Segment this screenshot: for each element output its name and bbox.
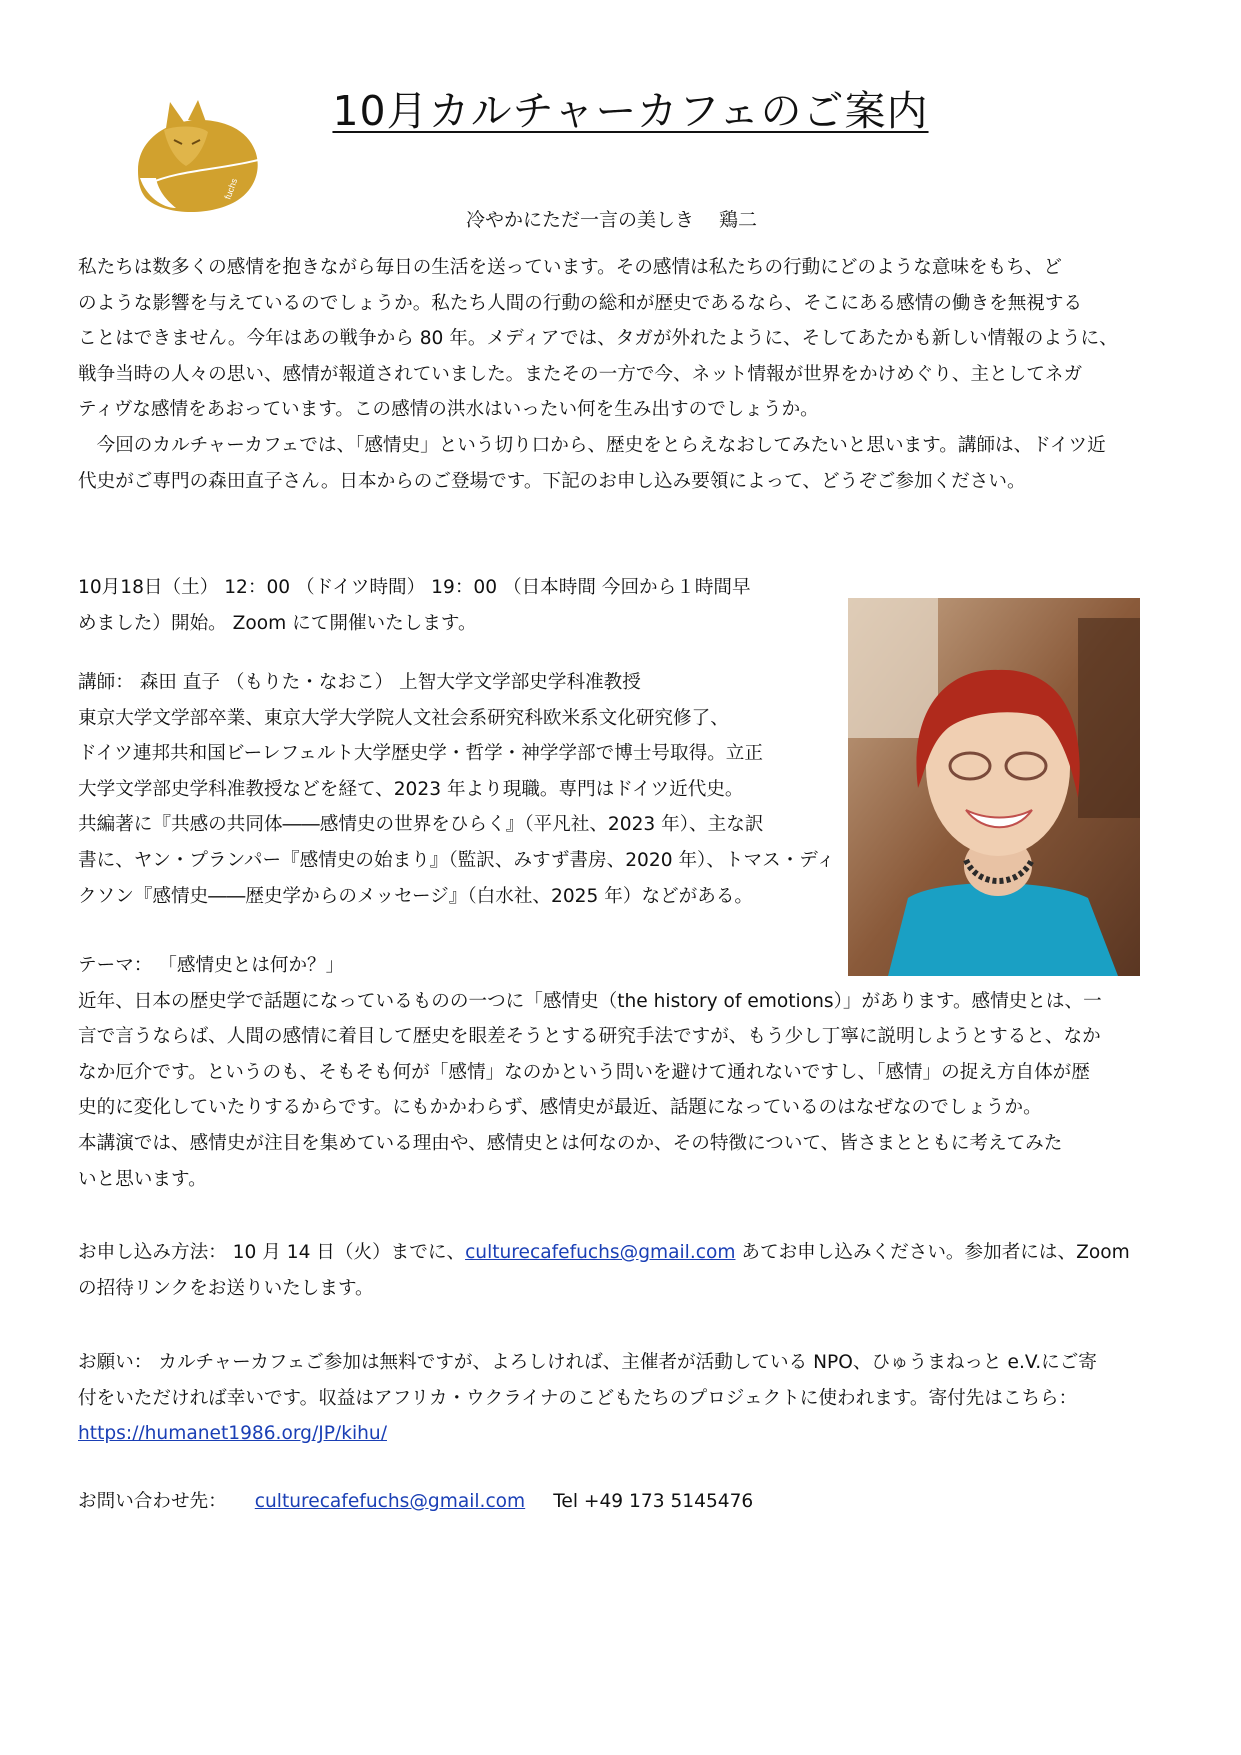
contact-tel: Tel +49 173 5145476 <box>553 1491 754 1512</box>
intro-line: ことはできません。今年はあの戦争から 80 年。メディアでは、タガが外れたように、そしてあたかも新しい情報のように、 <box>78 328 1118 350</box>
request-line: 付をいただければ幸いです。収益はアフリカ・ウクライナのこどもたちのプロジェクトに使われます。寄付先はこちら： <box>78 1387 1078 1409</box>
lecturer-line: 共編著に『共感の共同体――感情史の世界をひらく』（平凡社、2023 年）、主な訳 <box>78 814 764 836</box>
theme-line: 史的に変化していたりするからです。にもかかわらず、感情史が最近、話題になっているのはなぜなのでしょうか。 <box>78 1097 1042 1119</box>
lecturer-line: 大学文学部史学科准教授などを経て、2023 年より現職。専門はドイツ近代史。 <box>78 778 744 800</box>
lecturer-line: 東京大学文学部卒業、東京大学大学院人文社会系研究科欧米系文化研究修了、 <box>78 707 729 729</box>
intro-line: 戦争当時の人々の思い、感情が報道されていました。またその一方で今、ネット情報が世界をかけめぐり、主としてネガ <box>78 363 1083 385</box>
theme-line: 本講演では、感情史が注目を集めている理由や、感情史とは何なのか、その特徴について、皆さまとともに考えてみた <box>78 1132 1063 1154</box>
lecturer-line: 講師： 森田 直子 （もりた・なおこ） 上智大学文学部史学科准教授 <box>78 672 641 693</box>
lecturer-line: 書に、ヤン・プランパー『感情史の始まり』（監訳、みすず書房、2020 年）、トマス・ディ <box>78 849 835 871</box>
apply-email-link[interactable]: culturecafefuchs@gmail.com <box>465 1242 736 1263</box>
haiku: 冷やかにただ一言の美しき 鶏二 <box>466 209 758 231</box>
lecturer-photo <box>848 598 1140 976</box>
theme-line: いと思います。 <box>78 1168 207 1190</box>
apply-line: の招待リンクをお送りいたします。 <box>78 1277 374 1299</box>
apply-line <box>78 1235 1178 1271</box>
donation-link[interactable]: https://humanet1986.org/JP/kihu/ <box>78 1423 387 1445</box>
request-line <box>78 1416 1178 1452</box>
event-line: 10月18日（土） 12：00 （ドイツ時間） 19：00 （日本時間 今回から１時間早 <box>78 577 751 598</box>
theme-line: 言で言うならば、人間の感情に着目して歴史を眼差そうとする研究手法ですが、もう少し丁寧に説明しようとすると、なか <box>78 1026 1101 1048</box>
lecturer-info <box>78 665 838 914</box>
event-line: めました）開始。 Zoom にて開催いたします。 <box>78 612 477 634</box>
theme-heading: テーマ： 「感情史とは何か？」 <box>78 955 345 976</box>
apply-prefix: お申し込み方法： 10 月 14 日（火）までに、 <box>78 1242 466 1263</box>
contact-line <box>78 1484 1178 1520</box>
intro-line: 私たちは数多くの感情を抱きながら毎日の生活を送っています。その感情は私たちの行動にどのような意味をもち、ど <box>78 257 1062 278</box>
intro-line: 代史がご専門の森田直子さん。日本からのご登場です。下記のお申し込み要領によって、どうぞご参加ください。 <box>78 470 1026 492</box>
request-line: お願い： カルチャーカフェご参加は無料ですが、よろしければ、主催者が活動している NPO、ひゅうまねっと e.V.にご寄 <box>78 1352 1097 1373</box>
logo-text: fuchs <box>222 177 240 201</box>
intro-line: のような影響を与えているのでしょうか。私たち人間の行動の総和が歴史であるなら、そこにある感情の働きを無視する <box>78 292 1083 314</box>
theme-section <box>78 948 1178 1197</box>
lecturer-line: ドイツ連邦共和国ビーレフェルト大学歴史学・哲学・神学学部で博士号取得。立正 <box>78 743 763 765</box>
donation-request <box>78 1345 1178 1452</box>
page-title: 10月カルチャーカフェのご案内 <box>332 87 929 135</box>
intro-paragraph <box>78 250 1168 499</box>
apply-suffix: あてお申し込みください。参加者には、Zoom <box>735 1242 1130 1263</box>
contact-label: お問い合わせ先： <box>78 1491 227 1512</box>
intro-line: ティヴな感情をあおっています。この感情の洪水はいったい何を生み出すのでしょうか。 <box>78 399 819 421</box>
lecturer-line: クソン『感情史――歴史学からのメッセージ』（白水社、2025 年）などがある。 <box>78 885 754 907</box>
application-section <box>78 1235 1178 1306</box>
theme-line: 近年、日本の歴史学で話題になっているものの一つに「感情史（the history of emotions）」があります。感情史とは、一 <box>78 990 1102 1012</box>
theme-line: なか厄介です。というのも、そもそも何が「感情」なのかという問いを避けて通れないですし、「感情」の捉え方自体が歴 <box>78 1061 1090 1083</box>
contact-section <box>78 1484 1178 1520</box>
event-info <box>78 570 838 641</box>
intro-line: 今回のカルチャーカフェでは、「感情史」という切り口から、歴史をとらえなおしてみたいと思います。講師は、ドイツ近 <box>78 434 1106 456</box>
contact-email-link[interactable]: culturecafefuchs@gmail.com <box>254 1491 526 1512</box>
